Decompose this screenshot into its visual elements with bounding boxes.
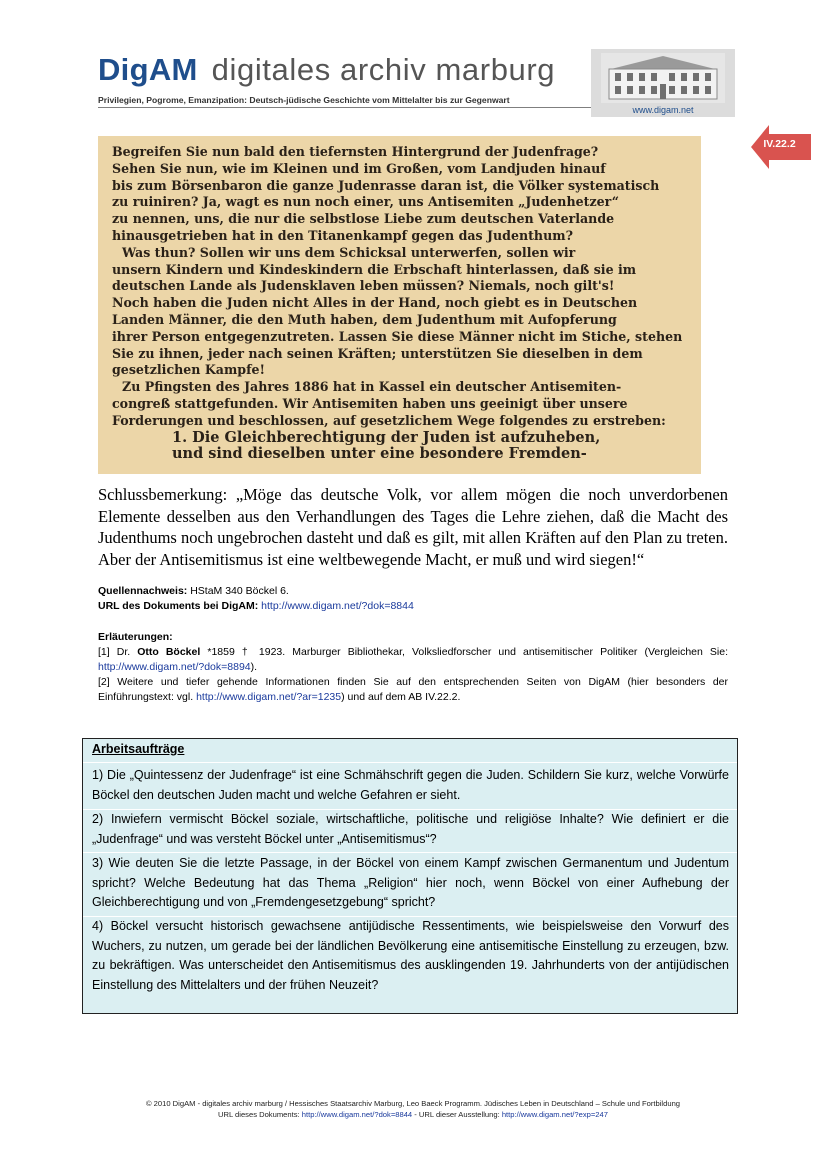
note-1-text: *1859 † 1923. Marburger Bibliothekar, Volksliedforscher und antisemitischer Politiker (Vergleichen Sie: [207, 646, 728, 658]
scan-line: Forderungen und beschlossen, auf gesetzlichem Wege folgendes zu erstreben: [112, 412, 666, 428]
note-2-end: ) und auf dem AB IV.22.2. [341, 691, 461, 703]
note-1 [98, 645, 728, 675]
footer-copyright: © 2010 DigAM - digitales archiv marburg / Hessisches Staatsarchiv Marburg, Leo Baeck Programm. Jüdisches Leben in Deutschland – Schule und Fortbildung [145, 1099, 681, 1108]
task-item-2: 2) Inwiefern vermischt Böckel soziale, wirtschaftliche, politische und religiöse Inhalte? Wie definiert er die „Judenfrage“ und was versteht Böckel unter „Antisemitismus“? [92, 812, 729, 846]
explanations [98, 630, 728, 705]
note-2-text: [2] Weitere und tiefer gehende Informationen finden Sie auf den entsprechenden Seiten von DigAM (hier besonders der Einführungstext: vgl. [98, 676, 728, 703]
footer-doc-link[interactable]: http://www.digam.net/?dok=8844 [301, 1109, 413, 1119]
scan-line: Sie zu ihnen, jeder nach seinen Kräften; unterstützen Sie dieselben in dem [112, 345, 643, 361]
brand-subtitle-text: digitales archiv marburg [211, 52, 556, 87]
closing-remark: Schlussbemerkung: „Möge das deutsche Volk, vor allem mögen die noch unverdorbenen Elemente desselben aus den Verhandlungen des Tages die Lehre ziehen, daß die Macht des Judenthums noch ungebrochen dasteht und daß es gilt, mit allen Kräften auf den Plan zu treten. Aber der Antisemitismus ist eine weltbewegende Macht, er muß und wird siegen!“ [98, 485, 728, 569]
note-1-end: ). [250, 661, 258, 673]
scan-line: gesetzlichen Kampfe! [112, 362, 266, 378]
footer-doc-label: URL dieses Dokuments: [218, 1109, 300, 1119]
note-2 [98, 675, 728, 705]
document-badge-label: IV.22.2 [763, 138, 796, 150]
scan-line: bis zum Börsenbaron die ganze Judenrasse daran ist, die Völker systematisch [112, 177, 660, 193]
scan-line: Landen Männer, die den Muth haben, dem Judenthum mit Aufopferung [112, 311, 617, 327]
footer-urls [40, 1110, 786, 1121]
scan-line: und sind dieselben unter eine besondere Fremden- [172, 446, 587, 463]
page-footer [40, 1099, 786, 1120]
task-item-4: 4) Böckel versucht historisch gewachsene antijüdische Ressentiments, wie beispielsweise den Vorwurf des Wuchers, zu nutzen, um gerade bei der ländlichen Bevölkerung eine antisemitische Einstellung zu erzeugen, bzw. zu bekräftigen. Was unterscheidet den Antisemitismus des ausklingenden 19. Jahrhunderts von der antijüdischen Einstellung des Mittelalters und der frühen Neuzeit? [92, 919, 729, 992]
note-1-person: Otto Böckel [137, 646, 201, 658]
scan-line: Begreifen Sie nun bald den tiefernsten Hintergrund der Judenfrage? [112, 144, 599, 159]
document-url-label: URL des Dokuments bei DigAM: [98, 599, 259, 612]
task-item-3: 3) Wie deuten Sie die letzte Passage, in der Böckel von einem Kampf zwischen Germanentum und Judentum spricht? Welche Bedeutung hat das Thema „Religion“ hier noch, wenn Böckel von einer Aufhebung der Gleichberechtigung und von „Fremdengesetzgebung“ spricht? [92, 856, 729, 909]
task-item-1: 1) Die „Quintessenz der Judenfrage“ ist eine Schmähschrift gegen die Juden. Schildern Sie kurz, welche Vorwürfe Böckel den deutschen Juden macht und welche Gefahren er sieht. [92, 768, 729, 802]
scan-line: Zu Pfingsten des Jahres 1886 hat in Kassel ein deutscher Antisemiten- [122, 379, 622, 395]
scan-line: Was thun? Sollen wir uns dem Schicksal unterwerfen, sollen wir [122, 244, 576, 260]
scan-line: zu ruiniren? Ja, wagt es nun noch einer, uns Antisemiten „Judenhetzer“ [112, 194, 619, 210]
source-info [98, 584, 730, 613]
archive-url[interactable]: www.digam.net [632, 105, 694, 115]
document-url-link[interactable]: http://www.digam.net/?dok=8844 [261, 599, 414, 612]
source-label: Quellennachweis: [98, 585, 188, 597]
scan-text-block [112, 144, 693, 463]
scan-line: unsern Kindern und Kindeskindern die Erbschaft hinterlassen, daß sie im [112, 261, 637, 277]
scan-line: ihrer Person entgegenzutreten. Lassen Sie diese Männer nicht im Stiche, stehen [112, 328, 683, 344]
page-subtitle: Privilegien, Pogrome, Emanzipation: Deutsch-jüdische Geschichte vom Mittelalter bis zur Gegenwart [98, 95, 510, 105]
source-value: HStaM 340 Böckel 6. [190, 585, 289, 597]
footer-exhibition-link[interactable]: http://www.digam.net/?exp=247 [501, 1109, 608, 1119]
note-1-prefix: [1] Dr. [98, 646, 131, 658]
tasks-box [82, 738, 738, 1014]
scan-line: Noch haben die Juden nicht Alles in der Hand, noch giebt es in Deutschen [112, 295, 638, 311]
footer-separator: - URL dieser Ausstellung: [414, 1109, 500, 1119]
scan-line: 1. Die Gleichberechtigung der Juden ist aufzuheben, [172, 429, 601, 446]
historical-document-scan [98, 136, 701, 474]
tasks-heading: Arbeitsaufträge [92, 742, 185, 756]
source-reference [98, 584, 730, 599]
note-1-link[interactable]: http://www.digam.net/?dok=8894 [98, 661, 251, 673]
scan-line: congreß stattgefunden. Wir Antisemiten haben uns geeinigt über unsere [112, 395, 628, 411]
header-divider [98, 107, 594, 108]
scan-line: hinausgetrieben hat in den Titanenkampf gegen das Judenthum? [112, 227, 573, 243]
task-divider [83, 762, 737, 763]
scan-line: deutschen Lande als Judensklaven leben müssen? Niemals, noch gilt's! [112, 278, 615, 294]
document-url-row [98, 599, 730, 614]
archive-logo[interactable] [591, 49, 735, 117]
archive-building-icon [601, 53, 725, 103]
brand-logo-text: DigAM [98, 52, 198, 87]
brand-title [98, 52, 555, 88]
note-2-link[interactable]: http://www.digam.net/?ar=1235 [196, 691, 342, 703]
explanations-heading: Erläuterungen: [98, 631, 173, 643]
scan-line: Sehen Sie nun, wie im Kleinen und im Großen, vom Landjuden hinauf [112, 160, 606, 176]
task-divider [83, 852, 737, 853]
scan-line: zu nennen, uns, die nur die selbstlose Liebe zum deutschen Vaterlande [112, 211, 615, 227]
